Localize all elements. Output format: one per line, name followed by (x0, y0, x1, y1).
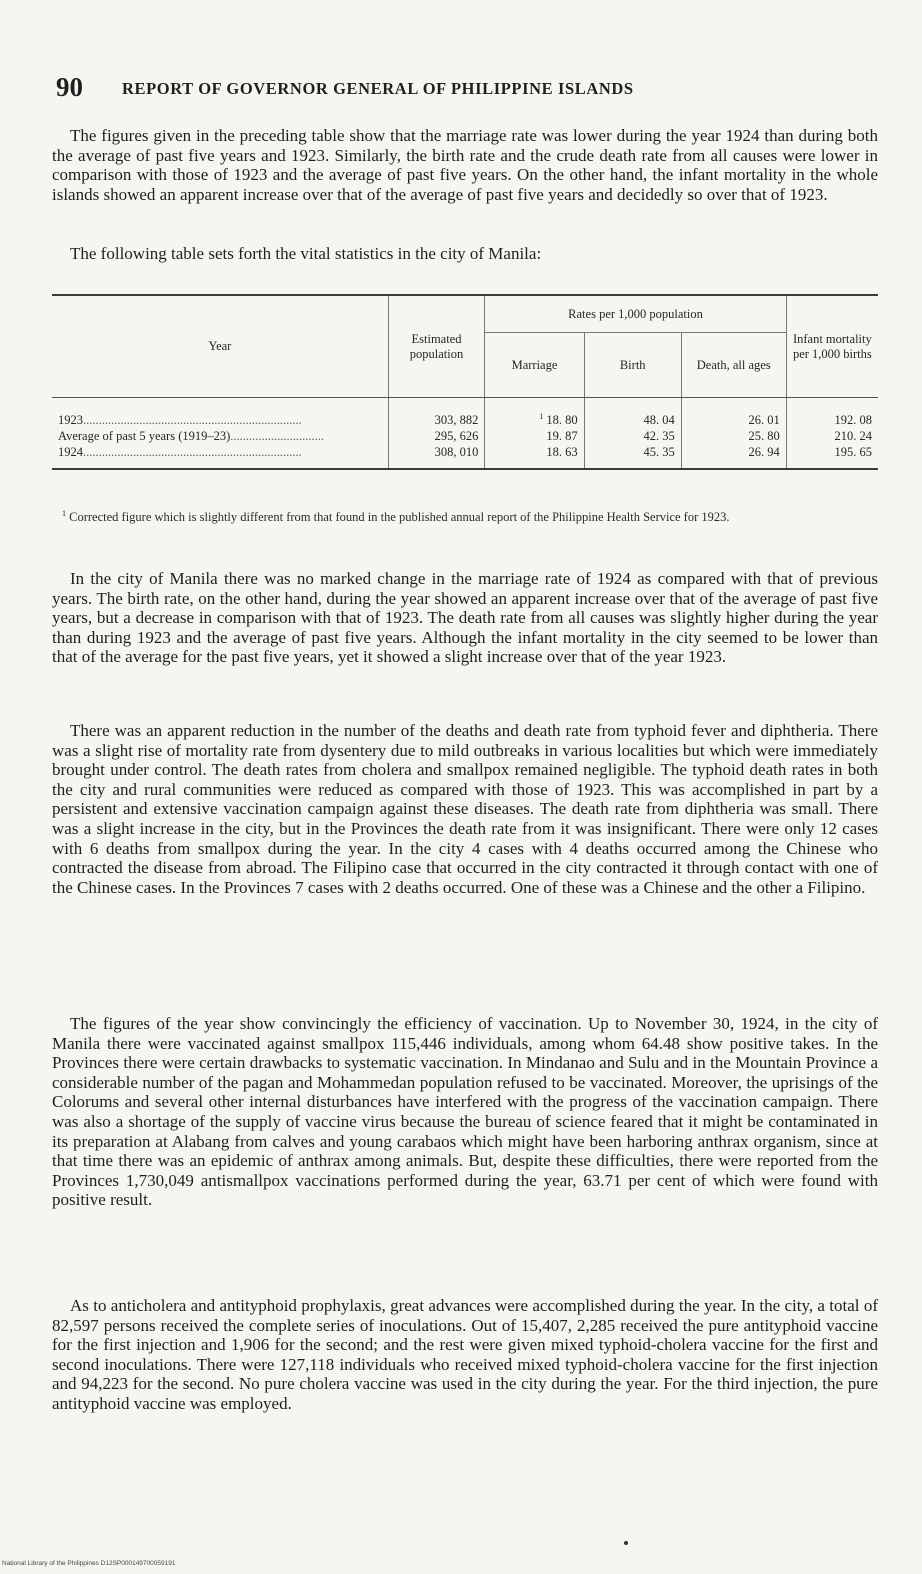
cell-infant: 210. 24 (834, 429, 872, 444)
col-header-population: Estimated population (388, 295, 485, 398)
paragraph-prophylaxis: As to anticholera and antityphoid prophylaxis, great advances were accomplished during the year. In the city, a total of 82,597 persons received the complete series of inoculations. Out of 15,407, 2,285 received the pure antityphoid vaccine for the first injection and 1,906 for the second; and the rest were given mixed typhoid-cholera vaccine for the first and second inoculations. There were 127,118 individuals who received mixed typhoid-cholera vaccine for the first injection and 94,223 for the second. No pure cholera vaccine was used in the city during the year. For the third injection, the pure antityphoid vaccine was employed. (52, 1296, 878, 1413)
paragraph-vaccination: The figures of the year show convincingly the efficiency of vaccination. Up to November 30, 1924, in the city of Manila there were vaccinated against smallpox 115,446 individuals, among whom 64.48 show positive takes. In the Provinces there were certain drawbacks to systematic vaccination. In Mindanao and Sulu and in the Mountain Province a considerable number of the pagan and Mohammedan population refused to be vaccinated. Moreover, the uprisings of the Colorums and several other internal disturbances have interfered with the progress of the vaccination campaign. There was also a shortage of the supply of vaccine virus because the bureau of science feared that it might be contaminated in its preparation at Alabang from calves and young carabaos which might have been harboring anthrax organism, since at that time there was an epidemic of anthrax among animals. But, despite these difficulties, there were reported from the Provinces 1,730,049 antismallpox vaccinations performed during the year, 63.71 per cent of which were found with positive result. (52, 1014, 878, 1210)
col-header-death: Death, all ages (681, 333, 786, 398)
cell-death: 26. 01 (681, 398, 786, 429)
footnote-text: Corrected figure which is slightly different from that found in the published annual report of the Philippine Health Service for 1923. (69, 510, 730, 525)
row-year: 1924 (58, 445, 83, 460)
cell-marriage: 18. 80 (546, 413, 578, 428)
paragraph-disease-deaths: There was an apparent reduction in the number of the deaths and death rate from typhoid fever and diphtheria. There was a slight rise of mortality rate from dysentery due to mild outbreaks in various localities but which were immediately brought under control. The death rates from cholera and smallpox remained negligible. The typhoid death rates in both the city and rural communities were reduced as compared with those of 1923. This was accomplished in part by a persistent and extensive vaccination campaign against these diseases. The death rate from diphtheria was small. There was a slight increase in the city, but in the Provinces the death rate from it was insignificant. There were only 12 cases with 6 deaths from smallpox during the year. In the city 4 cases with 4 deaths occurred among the Chinese who contracted the disease from abroad. The Filipino case that occurred in the city contracted it through contact with one of the Chinese cases. In the Provinces 7 cases with 2 deaths occurred. One of these was a Chinese and the other a Filipino. (52, 721, 878, 897)
cell-birth: 42. 35 (584, 428, 681, 444)
cell-birth: 45. 35 (584, 444, 681, 469)
cell-death: 26. 94 (681, 444, 786, 469)
col-header-marriage: Marriage (485, 333, 584, 398)
col-header-year: Year (52, 295, 388, 398)
paragraph-national-summary: The figures given in the preceding table show that the marriage rate was lower during the year 1924 than during both the average of past five years and 1923. Similarly, the birth rate and the crude death rate from all causes were lower in comparison with those of 1923 and the average of past five years. On the other hand, the infant mortality in the whole islands showed an apparent increase over that of the average of past five years and decidedly so over that of 1923. (52, 126, 878, 204)
cell-population: 295, 626 (388, 428, 485, 444)
manila-vital-statistics-table (52, 294, 878, 470)
col-header-rates-group: Rates per 1,000 population (485, 295, 786, 333)
page-number: 90 (56, 72, 83, 102)
col-header-birth: Birth (584, 333, 681, 398)
row-year: Average of past 5 years (1919–23) (58, 429, 231, 444)
scan-footer-id: National Library of the Philippines D12SP000149700059191 (2, 1560, 176, 1567)
cell-population: 308, 010 (388, 444, 485, 469)
table-row: 1923...................................................................... 303, 882 $^1$ 18. 80 48. 04 26. 01 192. 08 (52, 398, 878, 429)
cell-death: 25. 80 (681, 428, 786, 444)
table-row: 1924...................................................................... 308, 010 18. 63 45. 35 26. 94 195. 65 (52, 444, 878, 469)
cell-marriage: 18. 63 (485, 444, 584, 469)
col-header-infant-mortality: Infant mortality per 1,000 births (786, 295, 878, 398)
running-title: REPORT OF GOVERNOR GENERAL OF PHILIPPINE ISLANDS (122, 79, 634, 98)
page-header (56, 72, 876, 102)
row-year: 1923 (58, 413, 83, 428)
cell-infant: 195. 65 (786, 444, 878, 469)
footnote-ref: 1 (539, 412, 544, 421)
scan-speck (624, 1541, 628, 1545)
paragraph-manila-rates: In the city of Manila there was no marked change in the marriage rate of 1924 as compared with that of previous years. The birth rate, on the other hand, during the year showed an apparent increase over that of the average of past five years, but a decrease in comparison with that of 1923. The death rate from all causes was slightly higher during the year than during 1923 and the average of past five years. Although the infant mortality in the city seemed to be lower than that of the average for the past five years, yet it showed a slight increase over that of the year 1923. (52, 569, 878, 667)
cell-infant: 192. 08 (834, 413, 872, 428)
cell-marriage: 19. 87 (485, 428, 584, 444)
table-footnote (52, 507, 878, 524)
table-row: Average of past 5 years (1919–23).............................. 295, 626 19. 87 42. 35 25. 80 210. 24 (52, 428, 878, 444)
footnote-mark: 1 (62, 509, 66, 518)
cell-birth: 48. 04 (584, 398, 681, 429)
cell-population: 303, 882 (388, 398, 485, 429)
paragraph-table-intro: The following table sets forth the vital statistics in the city of Manila: (70, 244, 542, 263)
